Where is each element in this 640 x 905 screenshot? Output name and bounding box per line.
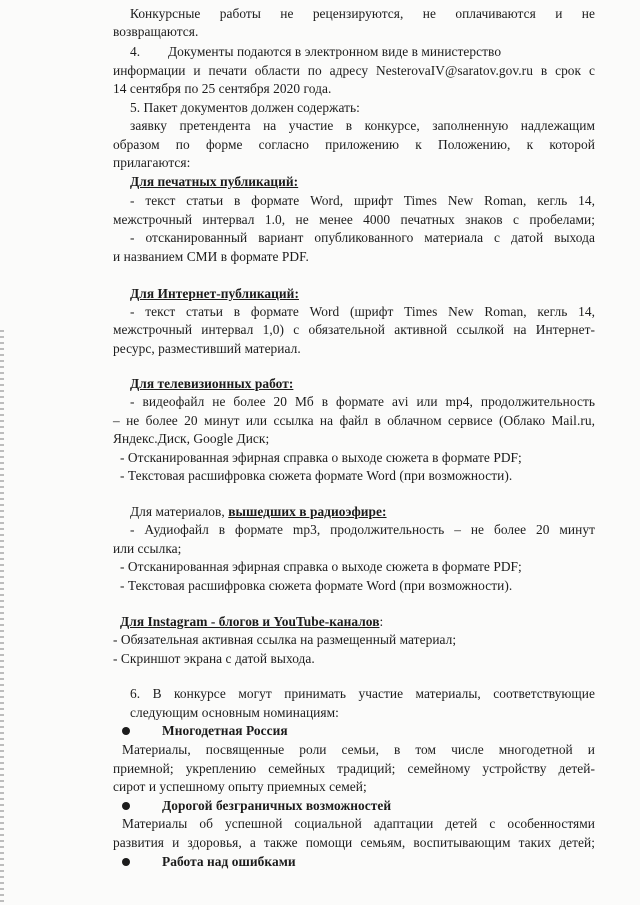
internet-line-1: - текст статьи в формате Word (шрифт Times New Roman, кегль 14, <box>130 304 595 319</box>
tv-line-4: - Отсканированная эфирная справка о выходе сюжета в формате PDF; <box>120 450 522 465</box>
print-title: Для печатных публикаций: <box>130 174 299 189</box>
item5-heading: 5. Пакет документов должен содержать: <box>130 100 360 115</box>
item6-line-2: следующим основным номинациям: <box>130 705 339 720</box>
item5-line-3: прилагаются: <box>113 155 191 170</box>
nomination-3-title: Работа над ошибками <box>162 854 296 869</box>
print-line-4: и названием СМИ в формате PDF. <box>113 249 309 264</box>
instagram-title-bold: Для Instagram - блогов и YouTube-каналов <box>120 614 380 629</box>
instagram-title-suffix: : <box>379 614 384 629</box>
item5-line-1: заявку претендента на участие в конкурсе, заполненную надлежащим <box>130 118 595 133</box>
nomination-2-line-1: Материалы об успешной социальной адаптации детей с особенностями <box>122 816 595 831</box>
radio-title-prefix: Для материалов, <box>130 504 229 519</box>
radio-line-3: - Отсканированная эфирная справка о выходе сюжета в формате PDF; <box>120 559 522 574</box>
item6-line-1: 6. В конкурсе могут принимать участие материалы, соответствующие <box>130 686 595 701</box>
radio-line-2: или ссылка; <box>113 541 182 556</box>
item4-number: 4. <box>130 44 141 59</box>
instagram-title <box>120 613 383 631</box>
nomination-2-title: Дорогой безграничных возможностей <box>162 798 392 813</box>
tv-line-1: - видеофайл не более 20 Мб в формате avi или mp4, продолжительность <box>130 394 595 409</box>
instagram-line-1: - Обязательная активная ссылка на размещенный материал; <box>113 632 457 647</box>
nomination-1-line-2: приемной; укреплению семейных традиций; семейному устройству детей- <box>113 761 595 776</box>
print-line-2: межстрочный интервал 1.0, не менее 4000 печатных знаков с пробелами; <box>113 212 595 227</box>
bullet-icon <box>122 727 130 735</box>
tv-line-3: Яндекс.Диск, Google Диск; <box>113 431 270 446</box>
item5-line-2: образом по форме согласно приложению к Положению, к которой <box>113 137 595 152</box>
item4-line-3: 14 сентября по 25 сентября 2020 года. <box>113 81 332 96</box>
internet-title: Для Интернет-публикаций: <box>130 286 299 301</box>
item4-line-2: информации и печати области по адресу NesterovaIV@saratov.gov.ru в срок с <box>113 63 595 78</box>
print-line-3: - отсканированный вариант опубликованного материала с датой выхода <box>130 230 595 245</box>
nomination-1-line-3: сирот и успешному опыту приемных семей; <box>113 779 367 794</box>
radio-title <box>130 503 387 521</box>
radio-title-bold: вышедших в радиоэфире: <box>228 504 387 519</box>
item4-line-1: Документы подаются в электронном виде в министерство <box>168 44 502 59</box>
tv-title: Для телевизионных работ: <box>130 376 294 391</box>
nomination-1-title: Многодетная Россия <box>162 723 288 738</box>
tv-line-2: – не более 20 минут или ссылка на файл в облачном сервисе (Облако Mail.ru, <box>113 413 595 428</box>
nomination-1-line-1: Материалы, посвященные роли семьи, в том числе многодетной и <box>122 742 595 757</box>
nomination-2-line-2: развития и здоровья, а также помощи семьям, воспитывающим таких детей; <box>113 835 595 850</box>
bullet-icon <box>122 858 130 866</box>
print-line-1: - текст статьи в формате Word, шрифт Times New Roman, кегль 14, <box>130 193 595 208</box>
instagram-line-2: - Скриншот экрана с датой выхода. <box>113 651 315 666</box>
intro-line-2: возвращаются. <box>113 24 199 39</box>
internet-line-2: межстрочный интервал 1,0) с обязательной активной ссылкой на Интернет- <box>113 322 595 337</box>
tv-line-5: - Текстовая расшифровка сюжета формате Word (при возможности). <box>120 468 513 483</box>
bullet-icon <box>122 802 130 810</box>
radio-line-1: - Аудиофайл в формате mp3, продолжительность – не более 20 минут <box>130 522 595 537</box>
internet-line-3: ресурс, разместивший материал. <box>113 341 301 356</box>
intro-line-1: Конкурсные работы не рецензируются, не оплачиваются и не <box>130 6 595 21</box>
scan-edge-shadow <box>0 330 4 905</box>
radio-line-4: - Текстовая расшифровка сюжета формате Word (при возможности). <box>120 578 513 593</box>
